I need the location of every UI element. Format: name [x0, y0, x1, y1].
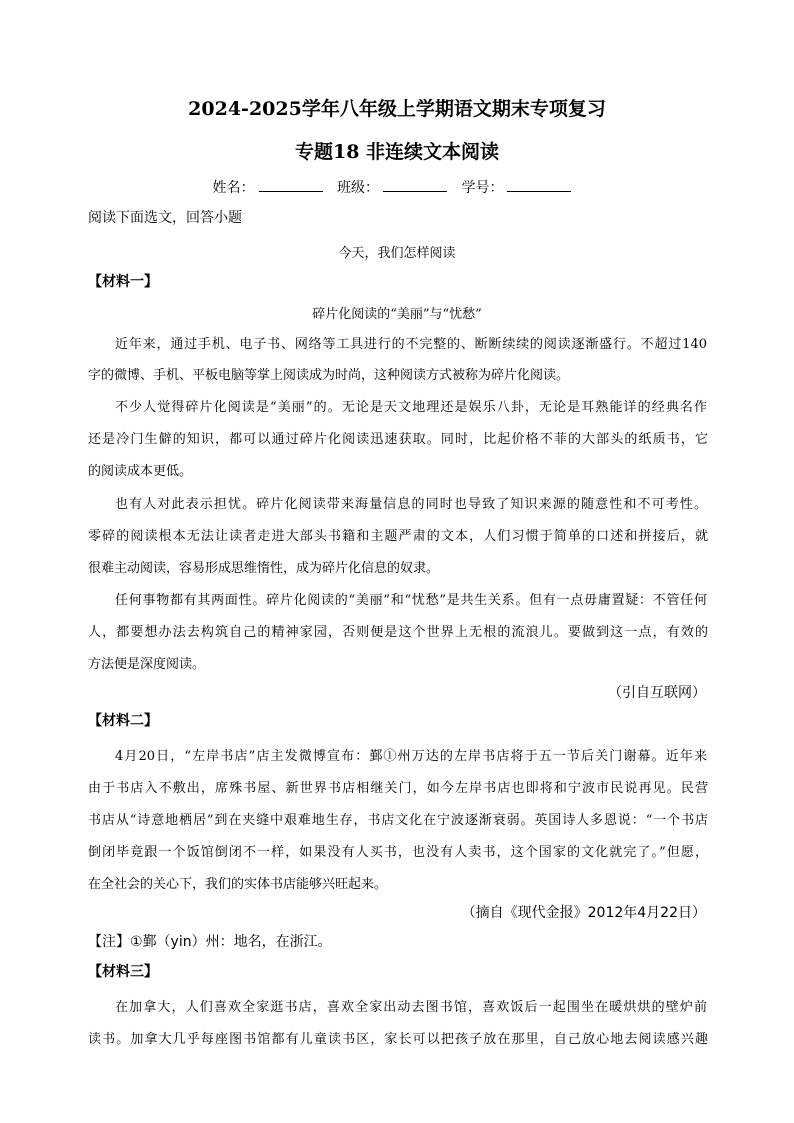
- paragraph-line: 还是冷门生僻的知识，都可以通过碎片化阅读迅速获取。同时，比起价格不菲的大部头的纸质书，它: [88, 432, 708, 447]
- class-blank[interactable]: [383, 179, 447, 192]
- paragraph-line: 4月20日，“左岸书店”店主发微博宣布：鄞①州万达的左岸书店将于五一节后关门谢幕。近年来: [115, 749, 707, 764]
- paragraph-line: 方法便是深度阅读。: [88, 657, 206, 672]
- paragraph-line: 近年来，通过手机、电子书、网络等工具进行的不完整的、断断续续的阅读逐渐盛行。不超过140: [115, 337, 707, 352]
- paragraph-line: 很难主动阅读，容易形成思维惰性，成为碎片化信息的奴隶。: [88, 561, 440, 576]
- article-title: 今天，我们怎样阅读: [338, 246, 456, 261]
- instruction: 阅读下面选文，回答小题: [88, 210, 242, 226]
- document-title: 2024-2025学年八年级上学期语文期末专项复习: [188, 98, 606, 120]
- material-1-source: （引自互联网）: [608, 685, 706, 701]
- paragraph-line: 人，都要想办法去构筑自己的精神家园，否则便是这个世界上无根的流浪儿。要做到这一点，有效的: [88, 625, 708, 640]
- material-1-header: 【材料一】: [88, 274, 158, 290]
- paragraph-line: 读书。加拿大几乎每座图书馆都有儿童读书区，家长可以把孩子放在那里，自己放心地去阅读感兴趣: [88, 1032, 708, 1047]
- material-2-note: 【注】①鄞（yin）州：地名，在浙江。: [88, 934, 332, 950]
- id-blank[interactable]: [507, 179, 571, 192]
- paragraph-line: 由于书店入不敷出，席殊书屋、新世界书店相继关门，如今左岸书店也即将和宁波市民说再见。民营: [88, 781, 708, 796]
- class-label: 班级：: [337, 180, 379, 196]
- paragraph-line: 零碎的阅读根本无法让读者走进大部头书籍和主题严肃的文本，人们习惯于简单的口述和拼接后，就: [88, 529, 708, 544]
- material-2-header: 【材料二】: [88, 713, 158, 729]
- material-1-subtitle: 碎片化阅读的“美丽”与“忧愁”: [312, 307, 482, 322]
- paragraph-line: 倒闭毕竟跟一个饭馆倒闭不一样，如果没有人买书，也没有人卖书，这个国家的文化就完了。”但愿，: [88, 845, 708, 860]
- paragraph-line: 的阅读成本更低。: [88, 464, 193, 479]
- paragraph-line: 任何事物都有其两面性。碎片化阅读的“美丽”和“忧愁”是共生关系。但有一点毋庸置疑：不管任何: [115, 593, 707, 608]
- name-label: 姓名：: [212, 180, 255, 196]
- material-2-source: （摘自《现代金报》2012年4月22日）: [461, 905, 706, 921]
- name-blank[interactable]: [259, 179, 323, 192]
- paragraph-line: 在全社会的关心下，我们的实体书店能够兴旺起来。: [88, 877, 388, 892]
- student-info-row: [0, 177, 794, 197]
- paragraph-line: 书店从“诗意地栖居”到在夹缝中艰难地生存，书店文化在宁波逐渐衰弱。英国诗人多恩说：“一个书店: [88, 813, 708, 828]
- paragraph-line: 不少人觉得碎片化阅读是“美丽”的。无论是天文地理还是娱乐八卦，无论是耳熟能详的经典名作: [115, 400, 707, 415]
- id-label: 学号：: [461, 180, 504, 196]
- material-3-header: 【材料三】: [88, 964, 158, 980]
- document-subtitle: 专题18 非连续文本阅读: [294, 141, 500, 163]
- paragraph-line: 字的微博、手机、平板电脑等掌上阅读成为时尚，这种阅读方式被称为碎片化阅读。: [88, 368, 570, 383]
- paragraph-line: 也有人对此表示担忧。碎片化阅读带来海量信息的同时也导致了知识来源的随意性和不可考性。: [115, 497, 707, 512]
- paragraph-line: 在加拿大，人们喜欢全家逛书店，喜欢全家出动去图书馆，喜欢饭后一起围坐在暖烘烘的壁炉前: [115, 1000, 707, 1015]
